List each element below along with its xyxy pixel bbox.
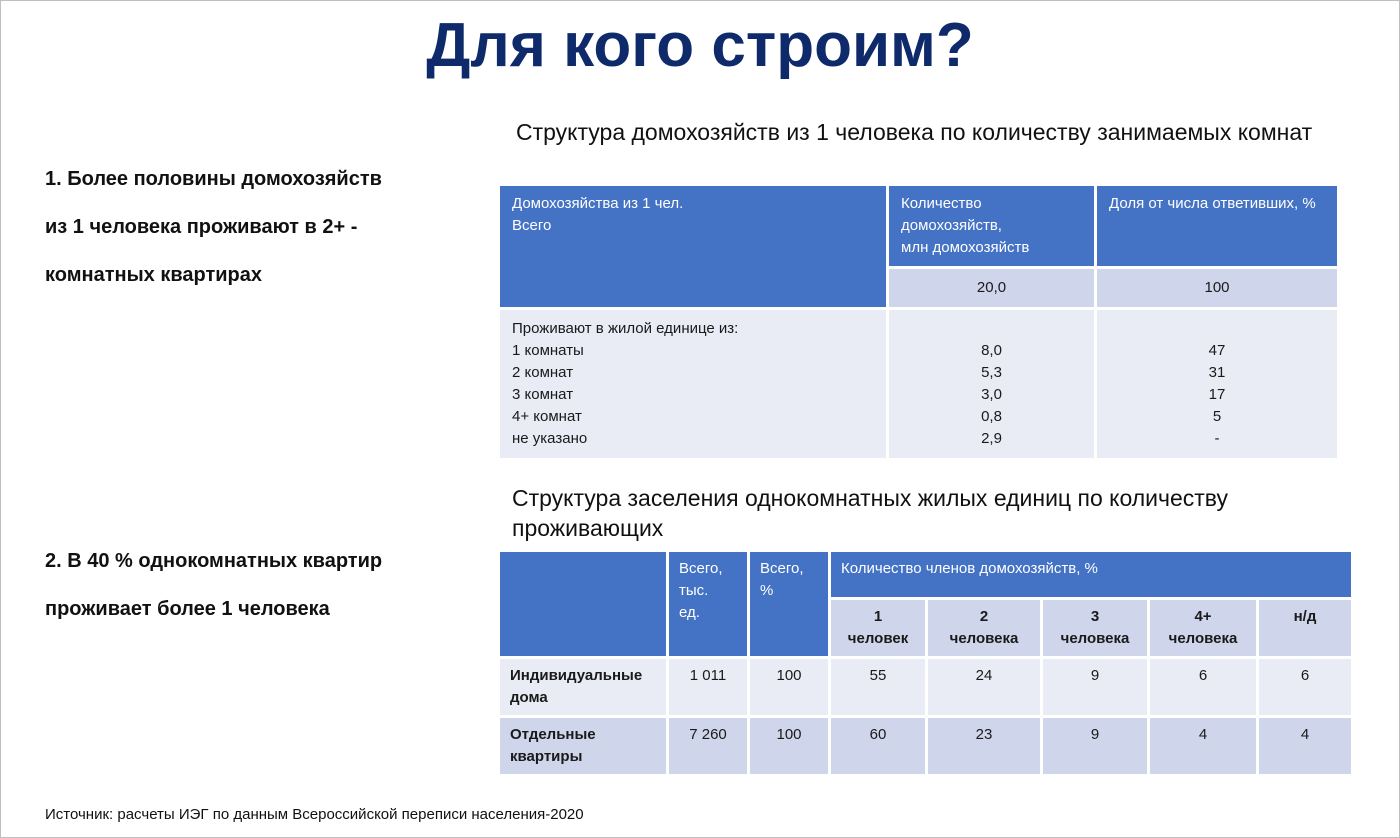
table2-sub-line: 4+: [1194, 608, 1212, 625]
table1-row-label: 3 комнат: [512, 386, 574, 403]
table1-row-share: -: [1214, 430, 1220, 447]
table2-cell-total: 7 260: [669, 718, 747, 774]
table1-header-count-line: домохозяйств,: [901, 217, 1002, 234]
table2-header-na: [1259, 600, 1351, 656]
table2-cell-value: 4: [1259, 718, 1351, 774]
table2-row-label-line: квартиры: [510, 748, 583, 765]
table-row: [500, 718, 1351, 774]
table1-body-labels: [500, 310, 886, 458]
table2-cell-value: 6: [1150, 659, 1256, 715]
table1-body-counts: [889, 310, 1094, 458]
table1-row-count: 8,0: [981, 342, 1002, 359]
table1-total-count: 20,0: [889, 269, 1094, 307]
table2-cell-pct: 100: [750, 718, 828, 774]
table1-row-count: 5,3: [981, 364, 1002, 381]
table2-cell-value: 4: [1150, 718, 1256, 774]
table2-row-label: [500, 659, 666, 715]
slide-title: Для кого строим?: [426, 11, 974, 80]
table2-header-total-percent: [750, 552, 828, 656]
table2-header-line: ед.: [679, 604, 700, 621]
finding-1-line: комнатных квартирах: [45, 264, 263, 286]
table2-cell-value: 60: [831, 718, 925, 774]
finding-1-line: из 1 человека проживают в 2+ -: [45, 216, 358, 238]
table1-row-share: 47: [1208, 342, 1226, 359]
table1-header-count: [889, 186, 1094, 266]
finding-1-line: 1. Более половины домохозяйств: [45, 168, 382, 190]
table1-header-households-line: Всего: [512, 217, 552, 234]
table1-body-shares: [1097, 310, 1337, 458]
table1-row-share: 17: [1208, 386, 1226, 403]
table2-sub-line: н/д: [1293, 608, 1317, 625]
table2-header-line: тыс.: [679, 582, 709, 599]
table2: [497, 549, 1354, 777]
table1-row-count: 0,8: [981, 408, 1002, 425]
table1-header-count-line: млн домохозяйств: [901, 239, 1030, 256]
table2-header-line: %: [760, 582, 774, 599]
table1-header-households: [500, 186, 886, 307]
table2-row-label-line: Индивидуальные: [510, 667, 643, 684]
table1-row-share: 5: [1212, 408, 1222, 425]
table2-header-line: Всего,: [760, 560, 804, 577]
finding-2: [45, 537, 465, 633]
table2-sub-line: человека: [949, 630, 1019, 647]
table2-header-3-persons: [1043, 600, 1147, 656]
table2-header-1-person: [831, 600, 925, 656]
table2-cell-value: 23: [928, 718, 1040, 774]
table2-cell-total: 1 011: [669, 659, 747, 715]
table2-cell-value: 55: [831, 659, 925, 715]
table2-sub-line: 2: [979, 608, 989, 625]
table1-total-share: 100: [1097, 269, 1337, 307]
table2-cell-value: 24: [928, 659, 1040, 715]
table1-row-label: 1 комнаты: [512, 342, 584, 359]
finding-2-line: проживает более 1 человека: [45, 598, 330, 620]
table1-row-label: не указано: [512, 430, 588, 447]
table2-row-label-line: дома: [510, 689, 548, 706]
table1-row-label: 2 комнат: [512, 364, 574, 381]
table1: [497, 183, 1340, 461]
table1-row-share: 31: [1208, 364, 1226, 381]
table2-row-label-line: Отдельные: [510, 726, 596, 743]
table2-sub-line: 1: [873, 608, 883, 625]
table2-header-2-persons: [928, 600, 1040, 656]
source-note: Источник: расчеты ИЭГ по данным Всероссийской переписи населения-2020: [45, 806, 584, 823]
table2-row-label: [500, 718, 666, 774]
table2-sub-line: человек: [847, 630, 909, 647]
table2-sub-line: человека: [1060, 630, 1130, 647]
table2-sub-line: 3: [1090, 608, 1100, 625]
table1-row-count: 2,9: [981, 430, 1002, 447]
table1-row-count: 3,0: [981, 386, 1002, 403]
table2-header-total-thousand: [669, 552, 747, 656]
table1-body-intro: Проживают в жилой единице из:: [512, 320, 739, 337]
table2-header-members: Количество членов домохозяйств, %: [831, 552, 1351, 597]
table2-caption: Структура заселения однокомнатных жилых единиц по количеству проживающих: [512, 485, 1229, 541]
table1-header-households-line: Домохозяйства из 1 чел.: [512, 195, 684, 212]
table2-header-4plus-persons: [1150, 600, 1256, 656]
table2-header-line: Всего,: [679, 560, 723, 577]
finding-1: [45, 155, 445, 299]
table2-cell-value: 6: [1259, 659, 1351, 715]
table1-header-count-line: Количество: [901, 195, 982, 212]
table-row: [500, 659, 1351, 715]
table2-header-blank: [500, 552, 666, 656]
finding-2-line: 2. В 40 % однокомнатных квартир: [45, 550, 383, 572]
table1-header-share: Доля от числа ответивших, %: [1097, 186, 1337, 266]
table1-caption: Структура домохозяйств из 1 человека по количеству занимаемых комнат: [516, 119, 1313, 145]
table2-cell-value: 9: [1043, 718, 1147, 774]
table1-row-label: 4+ комнат: [512, 408, 582, 425]
table2-cell-value: 9: [1043, 659, 1147, 715]
table2-cell-pct: 100: [750, 659, 828, 715]
table2-sub-line: человека: [1168, 630, 1238, 647]
